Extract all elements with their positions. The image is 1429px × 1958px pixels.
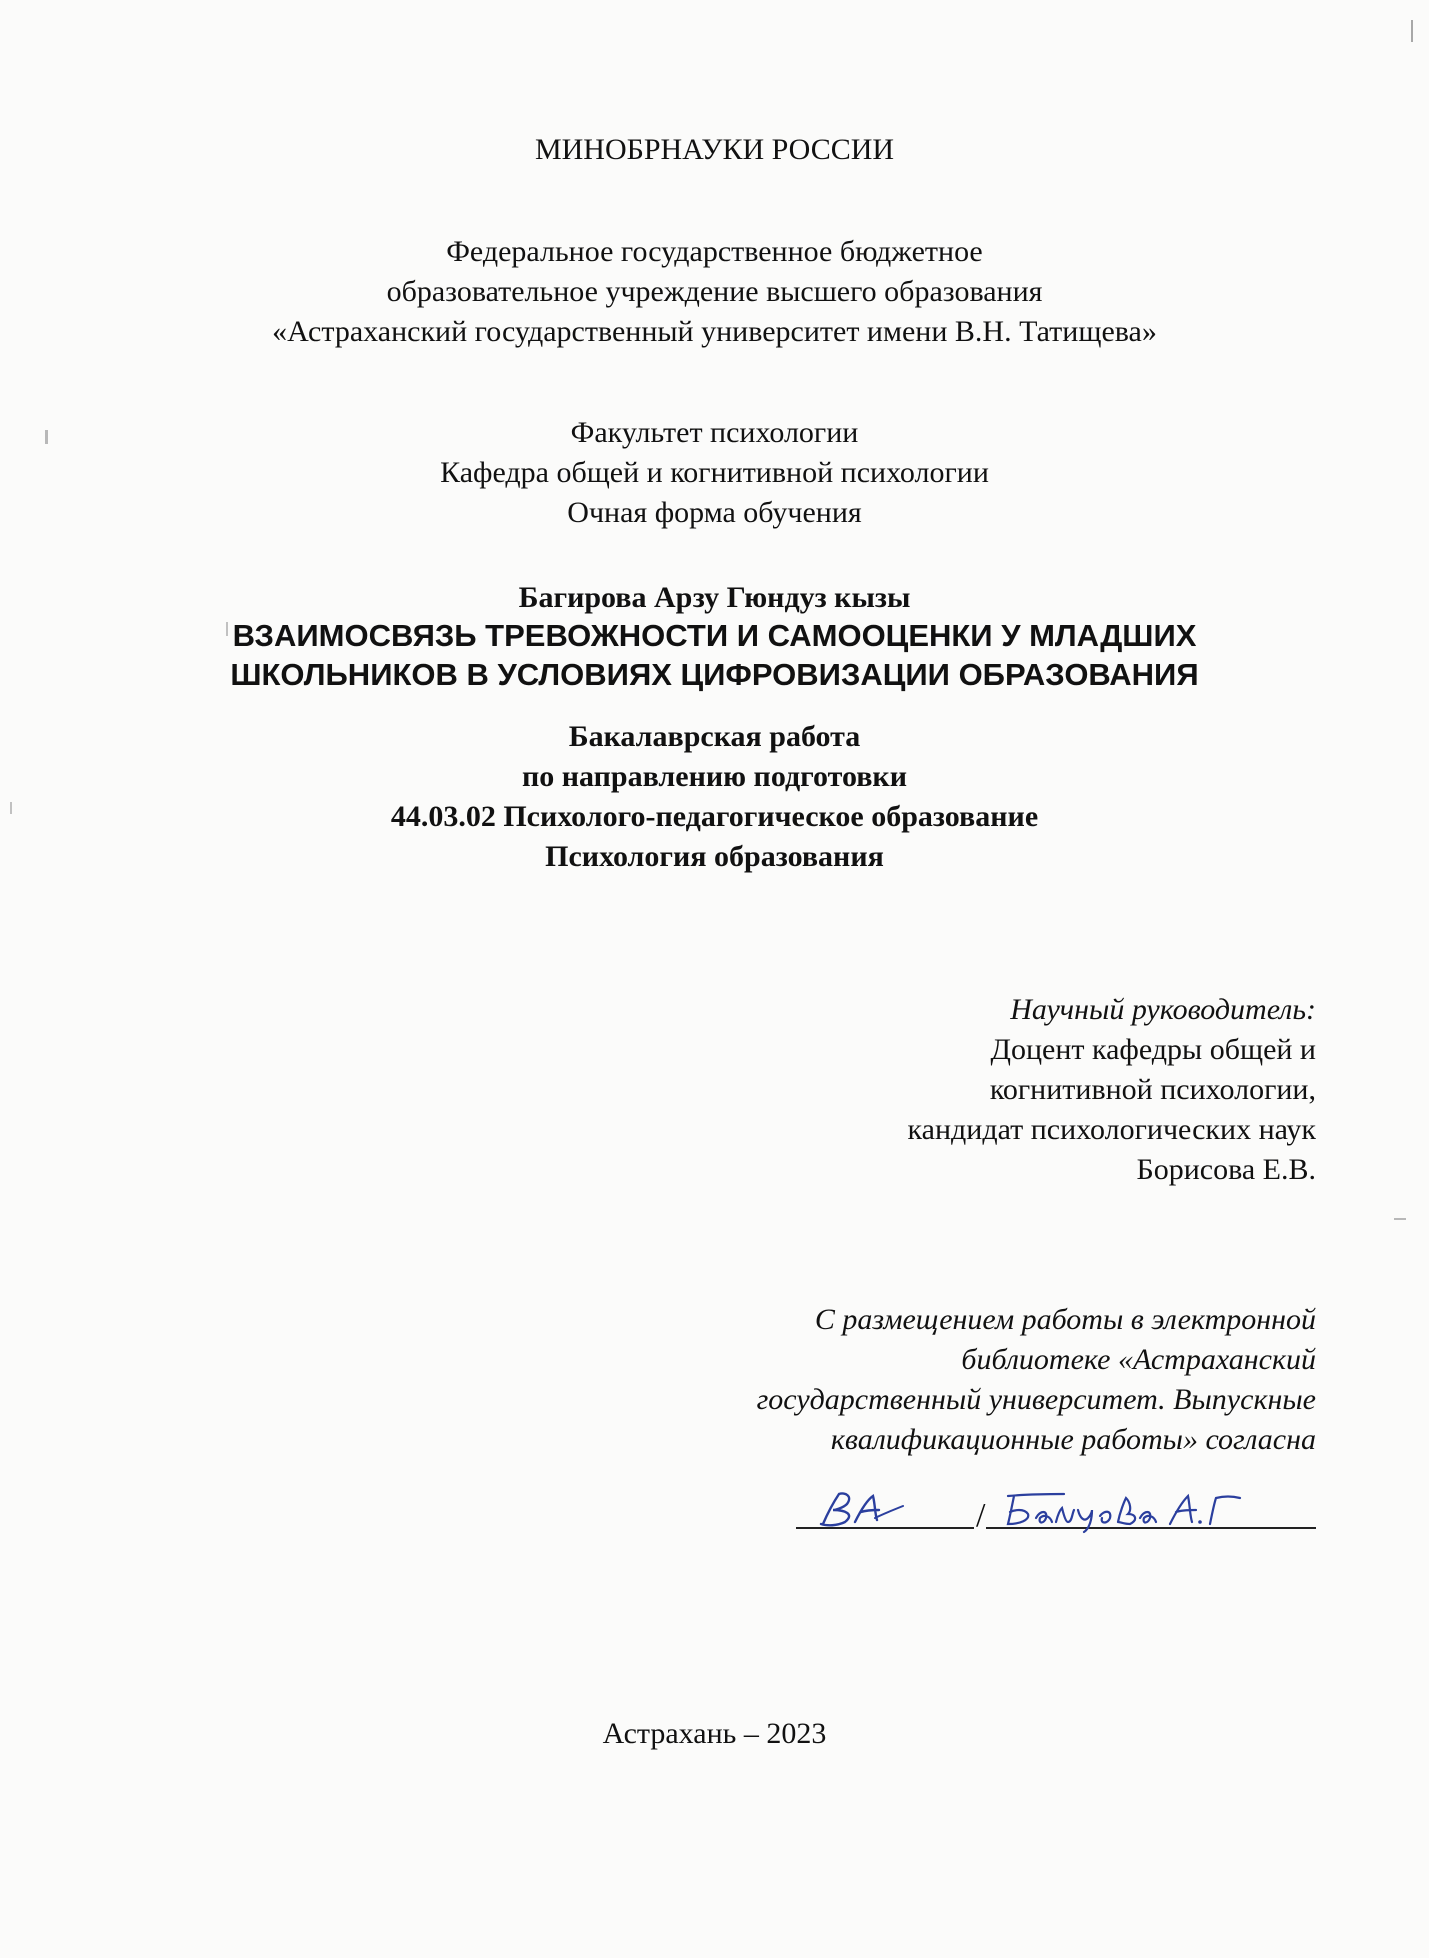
city-year: Астрахань – 2023 — [602, 1717, 827, 1750]
scan-speck — [226, 622, 228, 636]
supervisor-name: Борисова Е.В. — [1136, 1153, 1316, 1186]
ministry-heading: МИНОБРНАУКИ РОССИИ — [534, 133, 895, 166]
chair: Кафедра общей и когнитивной психологии — [440, 456, 989, 489]
consent-line-1: С размещением работы в электронной — [814, 1303, 1316, 1336]
handwritten-signature — [815, 1488, 915, 1533]
scan-speck — [1394, 1218, 1406, 1220]
work-type: Бакалаврская работа — [568, 720, 861, 753]
institution-line-3: «Астраханский государственный университет имени В.Н. Татищева» — [272, 315, 1157, 348]
thesis-title-line-1: ВЗАИМОСВЯЗЬ ТРЕВОЖНОСТИ И САМООЦЕНКИ У МЛАДШИХ — [232, 618, 1197, 653]
consent-line-3: государственный университет. Выпускные — [756, 1383, 1316, 1416]
scan-speck — [10, 802, 12, 814]
study-form: Очная форма обучения — [567, 496, 862, 529]
thesis-title-line-2: ШКОЛЬНИКОВ В УСЛОВИЯХ ЦИФРОВИЗАЦИИ ОБРАЗОВАНИЯ — [230, 657, 1199, 692]
institution-line-2: образовательное учреждение высшего образования — [386, 275, 1043, 308]
consent-line-2: библиотеке «Астраханский — [961, 1343, 1316, 1376]
supervisor-label: Научный руководитель: — [1010, 993, 1316, 1026]
signature-separator: / — [976, 1497, 986, 1534]
profile: Психология образования — [545, 840, 884, 873]
direction-label: по направлению подготовки — [521, 760, 908, 793]
direction-code: 44.03.02 Психолого-педагогическое образование — [390, 800, 1039, 833]
scan-speck — [1411, 20, 1413, 42]
faculty: Факультет психологии — [570, 416, 859, 449]
supervisor-position-2: когнитивной психологии, — [989, 1073, 1316, 1106]
scan-speck — [45, 430, 48, 444]
consent-line-4: квалификационные работы» согласна — [830, 1423, 1316, 1456]
supervisor-position-1: Доцент кафедры общей и — [990, 1033, 1316, 1066]
handwritten-name — [1000, 1488, 1260, 1533]
institution-line-1: Федеральное государственное бюджетное — [446, 235, 983, 268]
supervisor-position-3: кандидат психологических наук — [907, 1113, 1316, 1146]
author-name: Багирова Арзу Гюндуз кызы — [518, 581, 911, 614]
